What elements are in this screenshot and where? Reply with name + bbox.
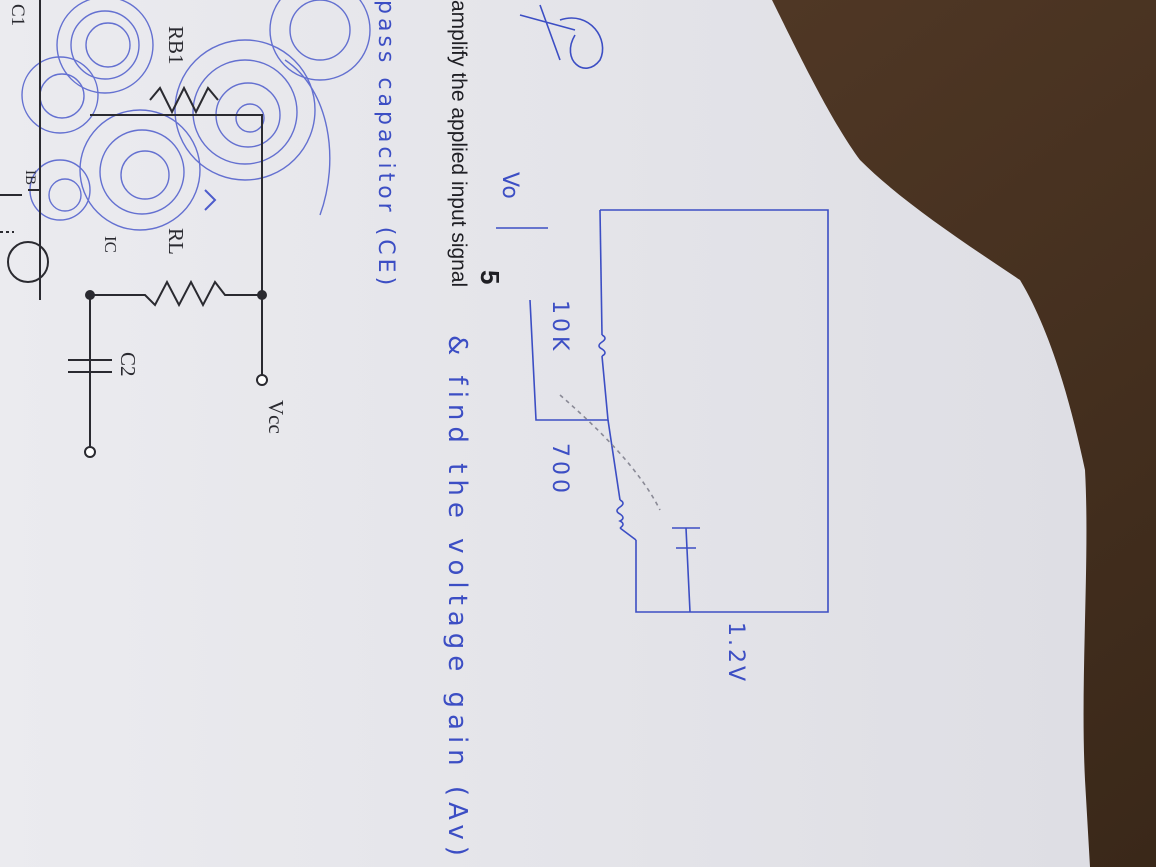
resistor-rl-symbol (90, 282, 262, 305)
c2-output-terminal (85, 447, 95, 457)
source-voltage-label: 1.2V (723, 622, 748, 685)
node-dot-output (85, 290, 95, 300)
output-vo-label: Vo (497, 172, 522, 199)
c1-label: C1 (7, 4, 28, 27)
vcc-terminal (257, 375, 267, 385)
rl-label: RL (164, 228, 188, 255)
ib-label: IB (22, 170, 38, 185)
handwritten-continuation: & find the voltage gain (Av) (442, 335, 472, 862)
question-number: 5 (475, 270, 505, 285)
rb1-label: RB1 (164, 26, 188, 65)
resistor-700-label: 700 (547, 443, 572, 497)
second-question-line: pass capacitor (CE) (373, 0, 398, 290)
resistor-rb1-symbol (150, 88, 218, 112)
circuit-wiring (0, 0, 262, 450)
c2-label: C2 (116, 352, 140, 377)
node-dot-collector (257, 290, 267, 300)
ic-label: IC (101, 236, 120, 253)
vcc-label: Vcc (264, 400, 288, 434)
transistor-symbol (8, 242, 48, 282)
resistor-10k-label: 10K (547, 300, 572, 355)
printed-question-line: amplify the applied input signal (447, 0, 470, 288)
